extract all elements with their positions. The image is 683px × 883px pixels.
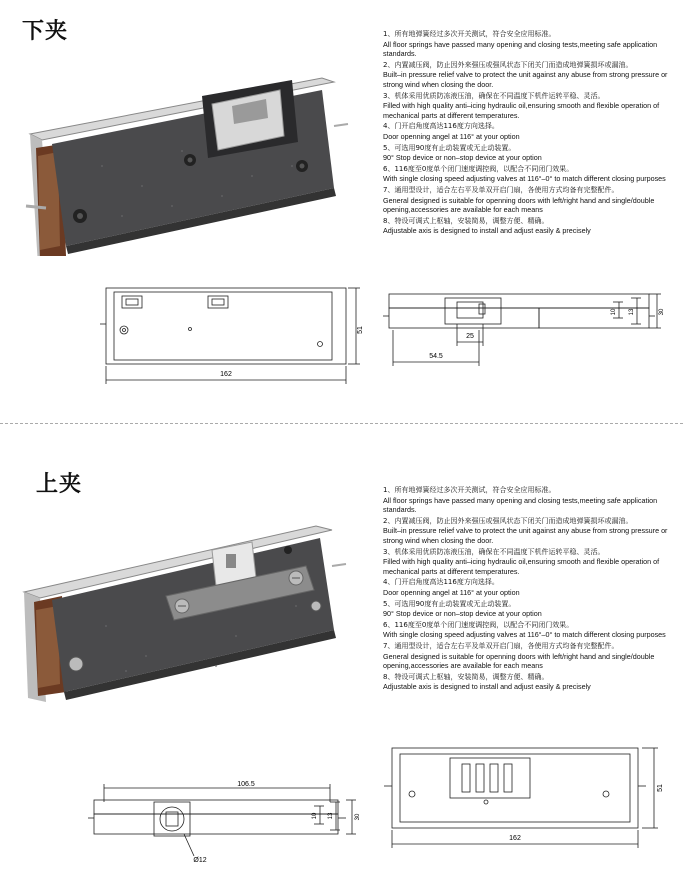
spec-en: Built–in pressure relief valve to protect the unit against any abuse from strong pressure or strong wind when closing the door. [383,526,668,545]
spec-cn: 5、可选用90度有止动装置或无止动装置。 [383,599,516,608]
spec-cn: 1、所有地弹簧经过多次开关测试，符合安全应用标准。 [383,30,556,38]
spec-en: Adjustable axis is designed to install and adjust easily & precisely [383,682,591,692]
spec-en: With single closing speed adjusting valves at 116°–0° to match different closing purposes [383,630,666,640]
spec-cn: 2、内置减压阀，防止因外来强压或强风状态下闭关门而造成地弹簧损坏或漏油。 [383,60,633,69]
spec-cn: 8、特设可调式上枢轴，安装简易，调整方便、精确。 [383,672,549,681]
spec-cn: 7、通用型设计，适合左右平及单双开启门扇，各使用方式均备有完整配件。 [383,641,619,650]
section-title: 上夹 [36,472,83,497]
dim-side-a: 10 [312,812,318,820]
spec-cn: 8、特设可调式上枢轴，安装简易，调整方便、精确。 [383,216,549,225]
spec-cn: 5、可选用90度有止动装置或无止动装置。 [383,143,516,152]
top-patch-fitting-photo [16,506,352,702]
dim-length: 162 [220,371,232,378]
dim-side-b: 13 [328,812,334,820]
spec-item [383,548,679,577]
dim-offset: 54.5 [429,353,443,360]
spec-en: General designed is suitable for openning doors with left/right hand and single/double opening,accessories are available for each means [383,195,655,215]
spec-en: 90° Stop device or non–stop device at your option [383,609,542,619]
spec-cn: 2、内置减压阀，防止因外来强压或强风状态下闭关门而造成地弹簧损坏或漏油。 [383,516,633,525]
dim-side-a: 10 [611,308,617,316]
dim-side-b: 13 [629,308,635,316]
dim-height: 51 [657,784,664,792]
dim-side-c: 30 [659,308,665,316]
spec-item [383,600,679,619]
dim-offset: 106.5 [237,781,255,788]
spec-cn: 7、通用型设计，适合左右平及单双开启门扇，各使用方式均备有完整配件。 [383,185,619,194]
spec-item [383,642,679,671]
dim-side-c: 30 [355,813,361,821]
dim-slot: 25 [466,333,474,340]
spec-list [383,30,679,238]
spec-item [383,217,679,236]
dim-height: 51 [357,326,364,334]
spec-item [383,92,679,121]
spec-en: All floor springs have passed many opening and closing tests,meeting safe application standards. [383,495,658,515]
spec-cn: 6、116度至0度单个闭门速度调控阀，以配合不同闭门效果。 [383,164,574,173]
section-title: 下夹 [22,19,69,44]
spec-item [383,144,679,163]
spec-en: 90° Stop device or non–stop device at your option [383,153,542,163]
spec-cn: 6、116度至0度单个闭门速度调控阀，以配合不同闭门效果。 [383,620,574,629]
front-view-drawing [380,740,670,860]
spec-en: With single closing speed adjusting valves at 116°–0° to match different closing purposes [383,174,666,184]
dim-diameter: Ø12 [193,857,207,864]
spec-en: General designed is suitable for openning doors with left/right hand and single/double opening,accessories are available for each means [383,651,655,671]
spec-item [383,621,679,640]
spec-en: Filled with high quality anti–icing hydraulic oil,ensuring smooth and flexible operation of mechanical parts at different temperatures. [383,101,660,120]
spec-item [383,30,679,59]
spec-en: Built–in pressure relief valve to protect the unit against any abuse from strong pressure or strong wind when closing the door. [383,70,668,89]
spec-en: Door openning angel at 116° at your option [383,131,520,141]
spec-cn: 3、机体采用优质防冻液压油，确保在不同温度下机件运转平稳、灵活。 [383,547,605,556]
spec-item [383,486,679,515]
spec-item [383,673,679,692]
front-view-drawing [96,280,366,392]
spec-en: Adjustable axis is designed to install and adjust easily & precisely [383,226,591,236]
side-view-drawing [383,284,665,386]
spec-item [383,578,679,597]
side-view-drawing [84,776,364,872]
spec-cn: 4、门开启角度高达116度方向选择。 [383,578,499,587]
spec-item [383,165,679,184]
spec-item [383,122,679,141]
section-divider [0,423,683,424]
spec-item [383,61,679,90]
bottom-patch-fitting-photo [22,56,354,256]
spec-en: All floor springs have passed many opening and closing tests,meeting safe application standards. [383,39,658,59]
dim-length: 162 [509,835,521,842]
spec-list [383,486,679,694]
spec-cn: 4、门开启角度高达116度方向选择。 [383,122,499,131]
spec-en: Door openning angel at 116° at your option [383,587,520,597]
spec-item [383,517,679,546]
spec-cn: 1、所有地弹簧经过多次开关测试，符合安全应用标准。 [383,486,556,494]
spec-en: Filled with high quality anti–icing hydraulic oil,ensuring smooth and flexible operation of mechanical parts at different temperatures. [383,557,660,576]
spec-item [383,186,679,215]
spec-cn: 3、机体采用优质防冻液压油，确保在不同温度下机件运转平稳、灵活。 [383,91,605,100]
